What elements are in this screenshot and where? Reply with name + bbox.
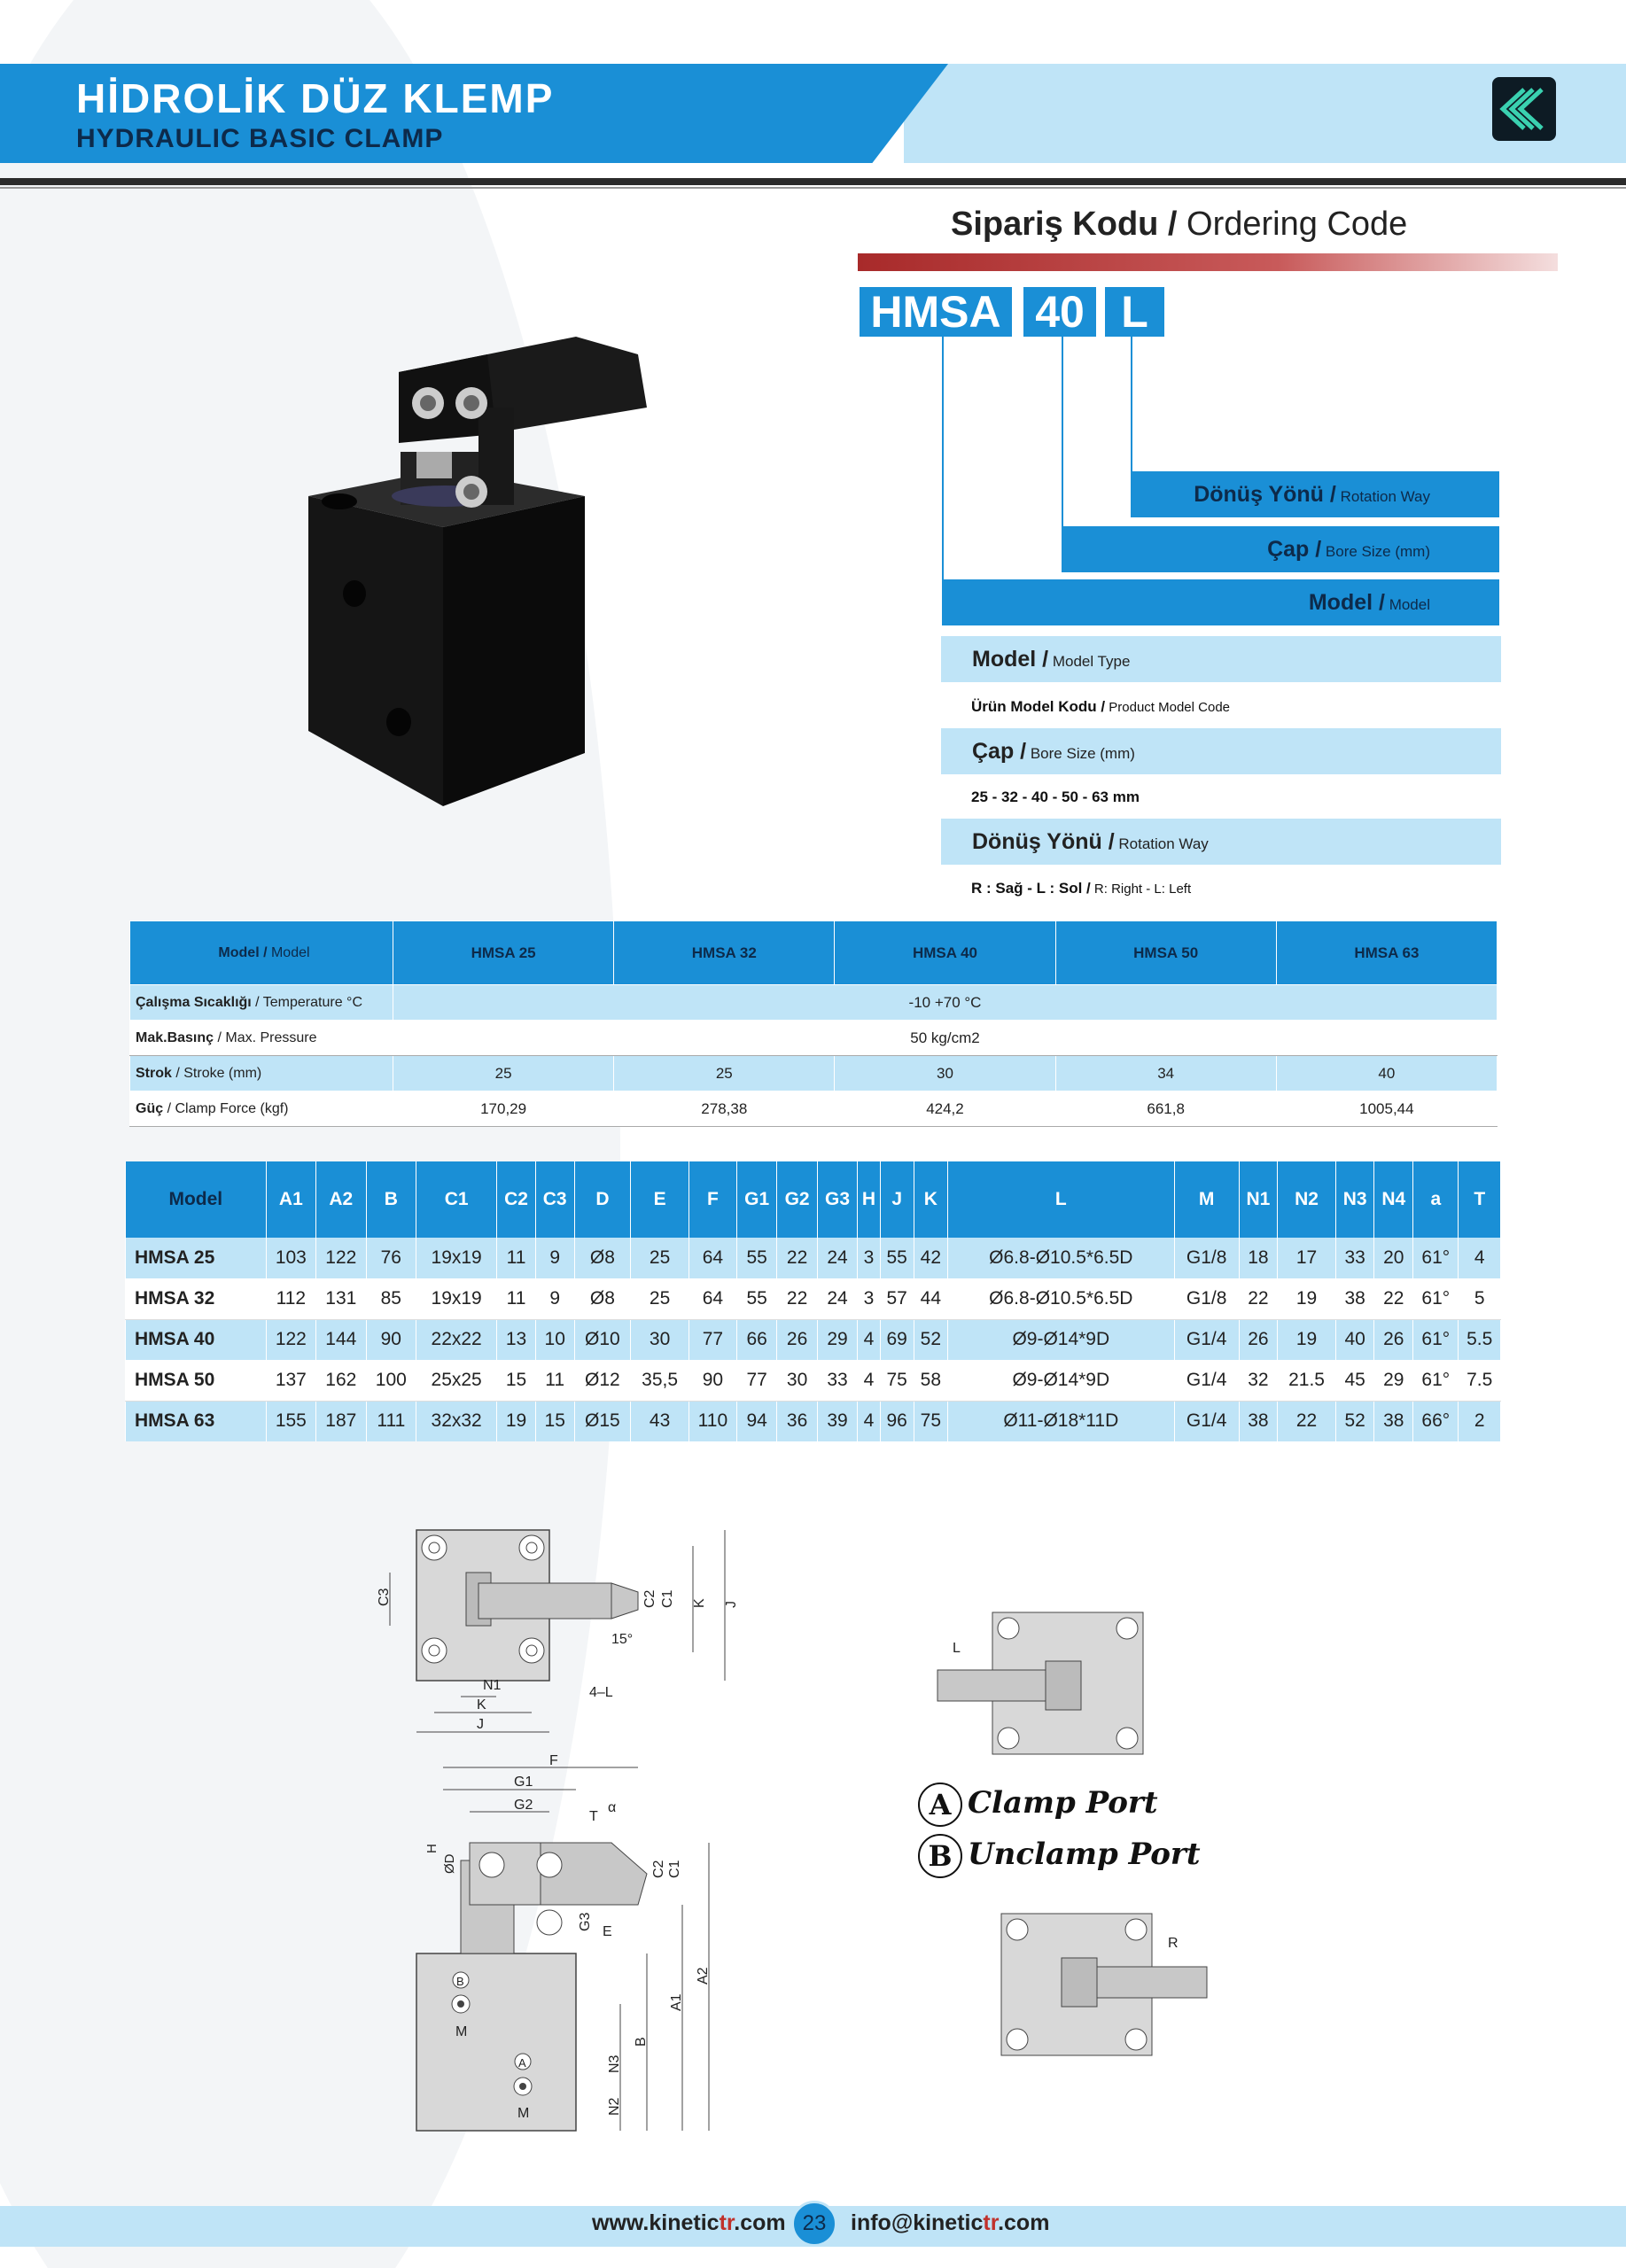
dimensions-cell: 144 xyxy=(316,1319,366,1360)
dim-label: J xyxy=(724,1601,739,1608)
dim-label: K xyxy=(692,1598,707,1608)
dimensions-cell: 187 xyxy=(316,1401,366,1441)
band-model-small: Model xyxy=(1384,596,1430,613)
legend-unclamp-port-text: Unclamp Port xyxy=(968,1837,1201,1872)
dim-label: M xyxy=(517,2106,530,2121)
right-hand-view xyxy=(992,1905,1223,2064)
ordering-code-title xyxy=(951,206,1407,244)
dimensions-cell: 38 xyxy=(1239,1401,1278,1441)
dimensions-cell: 22 xyxy=(1278,1401,1336,1441)
right-view-label: R xyxy=(1168,1936,1179,1951)
code-part-rotation: L xyxy=(1105,287,1164,337)
spec-label-bold: Çalışma Sıcaklığı xyxy=(136,994,252,1010)
dimensions-cell: 52 xyxy=(914,1319,947,1360)
dimensions-cell: 40 xyxy=(1335,1319,1374,1360)
port-b-icon: B xyxy=(918,1834,962,1878)
footer-mail-red: tr xyxy=(983,2210,999,2235)
spec-label xyxy=(130,1091,393,1127)
dimensions-table xyxy=(125,1161,1501,1441)
band-model-bold: Model / xyxy=(1308,590,1385,615)
dimensions-column-header: A1 xyxy=(266,1161,315,1238)
dim-label: K xyxy=(477,1697,486,1713)
dimensions-cell: 19 xyxy=(1278,1319,1336,1360)
dimensions-cell: 36 xyxy=(777,1401,817,1441)
dimensions-row xyxy=(126,1278,1501,1319)
dimensions-cell: 4 xyxy=(858,1319,880,1360)
dimensions-column-header: a xyxy=(1413,1161,1459,1238)
dim-label: ØD xyxy=(442,1853,457,1874)
dimensions-cell: G1/8 xyxy=(1174,1278,1239,1319)
spec-table xyxy=(129,920,1498,1127)
spec-header-model: HMSA 40 xyxy=(835,921,1055,985)
dimensions-column-header: G3 xyxy=(817,1161,857,1238)
dimensions-column-header: B xyxy=(366,1161,416,1238)
dimensions-cell: 90 xyxy=(366,1319,416,1360)
dimensions-cell: 52 xyxy=(1335,1401,1374,1441)
dimensions-column-header: T xyxy=(1459,1161,1501,1238)
port-a-marker: A xyxy=(518,2056,526,2070)
dimensions-cell: 90 xyxy=(689,1360,736,1401)
spec-header-model: HMSA 25 xyxy=(393,921,614,985)
spec-row-pressure xyxy=(130,1021,1498,1056)
dimensions-cell: 64 xyxy=(689,1278,736,1319)
dimensions-cell: Ø6.8-Ø10.5*6.5D xyxy=(947,1238,1174,1278)
dimensions-cell: 29 xyxy=(817,1319,857,1360)
dimensions-column-header: Model xyxy=(126,1161,267,1238)
dimensions-cell: 155 xyxy=(266,1401,315,1441)
legend-rotation xyxy=(941,819,1501,865)
spec-header-label xyxy=(130,921,393,985)
dimensions-cell: Ø8 xyxy=(574,1238,631,1278)
footer-web-post: .com xyxy=(734,2210,786,2235)
dimensions-cell: 22 xyxy=(777,1238,817,1278)
dimensions-column-header: D xyxy=(574,1161,631,1238)
dim-label: C3 xyxy=(377,1588,392,1606)
legend-clamp-port xyxy=(918,1783,1158,1827)
dim-label: M xyxy=(455,2024,468,2039)
dimensions-cell: 131 xyxy=(316,1278,366,1319)
dimensions-cell: 13 xyxy=(497,1319,536,1360)
dimensions-cell: Ø9-Ø14*9D xyxy=(947,1319,1174,1360)
dimensions-cell: 33 xyxy=(817,1360,857,1401)
dimensions-cell: 19x19 xyxy=(416,1278,497,1319)
band-model xyxy=(942,579,1499,625)
dimensions-column-header: N2 xyxy=(1278,1161,1336,1238)
dimensions-cell: 17 xyxy=(1278,1238,1336,1278)
dim-label: T xyxy=(589,1809,598,1824)
dimensions-cell: 26 xyxy=(1239,1319,1278,1360)
dimensions-cell: 24 xyxy=(817,1238,857,1278)
page-title-tr: HİDROLİK DÜZ KLEMP xyxy=(76,75,555,121)
dimensions-cell: Ø6.8-Ø10.5*6.5D xyxy=(947,1278,1174,1319)
ordering-gradient-bar xyxy=(858,253,1558,271)
spec-value: 25 xyxy=(393,1056,614,1091)
spec-value: 170,29 xyxy=(393,1091,614,1127)
dimensions-cell: G1/4 xyxy=(1174,1401,1239,1441)
spec-value: 25 xyxy=(614,1056,835,1091)
dim-label: C2 xyxy=(651,1860,666,1878)
dimensions-row xyxy=(126,1319,1501,1360)
legend-rotation-values xyxy=(971,880,1191,897)
legend-product-code-small: Product Model Code xyxy=(1105,700,1231,715)
dimensions-cell: 7.5 xyxy=(1459,1360,1501,1401)
dimensions-cell: 55 xyxy=(736,1278,776,1319)
dim-label: J xyxy=(477,1717,484,1732)
dimensions-cell: 45 xyxy=(1335,1360,1374,1401)
footer-mail-pre: info@kinetic xyxy=(851,2210,984,2235)
dim-label: C2 xyxy=(642,1589,657,1608)
dimensions-cell: 75 xyxy=(880,1360,914,1401)
dimensions-column-header: H xyxy=(858,1161,880,1238)
dimensions-cell: 15 xyxy=(497,1360,536,1401)
dim-label: G3 xyxy=(578,1912,593,1931)
dimensions-cell: 122 xyxy=(266,1319,315,1360)
port-a-icon: A xyxy=(918,1783,962,1827)
dimensions-cell: 4 xyxy=(1459,1238,1501,1278)
legend-unclamp-port xyxy=(918,1834,1201,1878)
header-rule xyxy=(0,178,1626,185)
legend-bore-bold: Çap / xyxy=(972,739,1027,764)
dimensions-cell: 24 xyxy=(817,1278,857,1319)
legend-bore xyxy=(941,728,1501,774)
legend-product-code xyxy=(971,698,1230,716)
dimensions-cell: 57 xyxy=(880,1278,914,1319)
dimensions-cell: Ø9-Ø14*9D xyxy=(947,1360,1174,1401)
dim-label: A2 xyxy=(696,1967,711,1984)
dimensions-cell: 22 xyxy=(1374,1278,1413,1319)
dimensions-cell: 20 xyxy=(1374,1238,1413,1278)
footer-website-link[interactable] xyxy=(592,2210,786,2236)
dimensions-cell: 76 xyxy=(366,1238,416,1278)
footer-email-link[interactable] xyxy=(851,2210,1049,2236)
ordering-title-bold: Sipariş Kodu / xyxy=(951,206,1178,243)
dim-label: N1 xyxy=(483,1678,502,1693)
band-bore xyxy=(1062,526,1499,572)
spec-value: 1005,44 xyxy=(1276,1091,1497,1127)
spec-label-bold: Strok xyxy=(136,1065,172,1081)
dim-label: 15° xyxy=(611,1632,634,1647)
dimensions-row xyxy=(126,1238,1501,1278)
spec-label-bold: Güç xyxy=(136,1100,164,1116)
spec-label-rest: / Temperature °C xyxy=(251,994,362,1010)
dimensions-cell: 66° xyxy=(1413,1401,1459,1441)
spec-value: 50 kg/cm2 xyxy=(393,1021,1498,1056)
dimensions-model-cell: HMSA 32 xyxy=(126,1278,267,1319)
legend-rotation-values-bold: R : Sağ - L : Sol / xyxy=(971,880,1091,897)
spec-header-model: HMSA 50 xyxy=(1055,921,1276,985)
dimensions-cell: G1/8 xyxy=(1174,1238,1239,1278)
dimensions-column-header: C1 xyxy=(416,1161,497,1238)
dimensions-cell: 61° xyxy=(1413,1319,1459,1360)
code-part-model: HMSA xyxy=(860,287,1012,337)
legend-model-type-bold: Model / xyxy=(972,647,1049,672)
dimensions-column-header: K xyxy=(914,1161,947,1238)
dimensions-column-header: C2 xyxy=(497,1161,536,1238)
band-rotation-small: Rotation Way xyxy=(1335,488,1430,505)
dimensions-cell: G1/4 xyxy=(1174,1360,1239,1401)
header-rule-thin xyxy=(0,187,1626,189)
dimensions-cell: 43 xyxy=(631,1401,689,1441)
dimensions-cell: 19x19 xyxy=(416,1238,497,1278)
connector-bore xyxy=(1062,337,1063,529)
page-title-en: HYDRAULIC BASIC CLAMP xyxy=(76,124,444,153)
dimensions-cell: 2 xyxy=(1459,1401,1501,1441)
spec-row-stroke xyxy=(130,1056,1498,1091)
side-view-drawing xyxy=(399,1754,735,2144)
dimensions-cell: 100 xyxy=(366,1360,416,1401)
spec-value: 30 xyxy=(835,1056,1055,1091)
port-b-marker: B xyxy=(456,1975,464,1988)
band-bore-small: Bore Size (mm) xyxy=(1321,543,1430,560)
dimensions-column-header: G1 xyxy=(736,1161,776,1238)
dimensions-column-header: N3 xyxy=(1335,1161,1374,1238)
dimensions-cell: 26 xyxy=(1374,1319,1413,1360)
dimensions-cell: 112 xyxy=(266,1278,315,1319)
dimensions-cell: Ø12 xyxy=(574,1360,631,1401)
dimensions-cell: 18 xyxy=(1239,1238,1278,1278)
dimensions-cell: 75 xyxy=(914,1401,947,1441)
dimensions-row xyxy=(126,1401,1501,1441)
spec-label xyxy=(130,1056,393,1091)
dimensions-cell: 103 xyxy=(266,1238,315,1278)
spec-header-model: HMSA 63 xyxy=(1276,921,1497,985)
legend-rotation-bold: Dönüş Yönü / xyxy=(972,829,1115,854)
dimensions-cell: 42 xyxy=(914,1238,947,1278)
dimensions-model-cell: HMSA 50 xyxy=(126,1360,267,1401)
legend-model-type xyxy=(941,636,1501,682)
dimensions-cell: 122 xyxy=(316,1238,366,1278)
spec-label-rest: / Clamp Force (kgf) xyxy=(163,1100,289,1116)
dimensions-cell: 4 xyxy=(858,1360,880,1401)
dimensions-row xyxy=(126,1360,1501,1401)
spec-label xyxy=(130,985,393,1021)
dim-label: B xyxy=(634,2037,649,2047)
legend-rotation-values-rest: R: Right - L: Left xyxy=(1090,882,1192,897)
legend-model-type-small: Model Type xyxy=(1048,653,1131,670)
dimensions-cell: 44 xyxy=(914,1278,947,1319)
dimensions-cell: 162 xyxy=(316,1360,366,1401)
dimensions-cell: 10 xyxy=(535,1319,574,1360)
dim-label: C1 xyxy=(667,1860,682,1878)
band-bore-bold: Çap / xyxy=(1267,537,1322,562)
page-number: 23 xyxy=(791,2201,837,2247)
dim-label: N3 xyxy=(607,2054,622,2073)
dimensions-cell: 61° xyxy=(1413,1238,1459,1278)
dimensions-cell: 85 xyxy=(366,1278,416,1319)
dimensions-cell: 137 xyxy=(266,1360,315,1401)
dimensions-cell: 11 xyxy=(497,1278,536,1319)
spec-value: 278,38 xyxy=(614,1091,835,1127)
connector-model xyxy=(942,337,944,582)
footer-web-red: tr xyxy=(719,2210,735,2235)
dimensions-cell: Ø15 xyxy=(574,1401,631,1441)
dimensions-cell: 15 xyxy=(535,1401,574,1441)
dimensions-cell: 111 xyxy=(366,1401,416,1441)
dimensions-column-header: G2 xyxy=(777,1161,817,1238)
dimensions-cell: 32 xyxy=(1239,1360,1278,1401)
dimensions-cell: 64 xyxy=(689,1238,736,1278)
top-view-drawing xyxy=(372,1519,762,1741)
legend-rotation-small: Rotation Way xyxy=(1114,835,1209,852)
dimensions-cell: 77 xyxy=(736,1360,776,1401)
dimensions-cell: 55 xyxy=(880,1238,914,1278)
dimensions-cell: 110 xyxy=(689,1401,736,1441)
dimensions-cell: 38 xyxy=(1335,1278,1374,1319)
dimensions-cell: 11 xyxy=(535,1360,574,1401)
dimensions-cell: 25x25 xyxy=(416,1360,497,1401)
legend-clamp-port-text: Clamp Port xyxy=(968,1785,1158,1821)
dim-label: E xyxy=(603,1924,612,1939)
legend-bore-small: Bore Size (mm) xyxy=(1026,745,1135,762)
product-photo xyxy=(301,337,656,815)
footer-web-pre: www.kinetic xyxy=(592,2210,720,2235)
dimensions-cell: 69 xyxy=(880,1319,914,1360)
dimensions-cell: 9 xyxy=(535,1238,574,1278)
dimensions-cell: 30 xyxy=(631,1319,689,1360)
dim-label: H xyxy=(424,1844,440,1853)
dimensions-cell: 5.5 xyxy=(1459,1319,1501,1360)
dimensions-column-header: N4 xyxy=(1374,1161,1413,1238)
dimensions-cell: 55 xyxy=(736,1238,776,1278)
dim-label: A1 xyxy=(669,1993,684,2011)
spec-row-temperature xyxy=(130,985,1498,1021)
dim-label: C1 xyxy=(660,1589,675,1608)
dimensions-column-header: J xyxy=(880,1161,914,1238)
dimensions-cell: Ø8 xyxy=(574,1278,631,1319)
dimensions-cell: 5 xyxy=(1459,1278,1501,1319)
dim-label: G1 xyxy=(514,1775,533,1790)
dimensions-column-header: A2 xyxy=(316,1161,366,1238)
dimensions-cell: 61° xyxy=(1413,1278,1459,1319)
legend-bore-values: 25 - 32 - 40 - 50 - 63 mm xyxy=(971,788,1140,805)
spec-value: 424,2 xyxy=(835,1091,1055,1127)
dimensions-cell: 96 xyxy=(880,1401,914,1441)
spec-header-label-bold: Model / xyxy=(218,944,268,960)
dim-label: G2 xyxy=(514,1798,533,1813)
dimensions-column-header: L xyxy=(947,1161,1174,1238)
dimensions-cell: Ø10 xyxy=(574,1319,631,1360)
dimensions-cell: 35,5 xyxy=(631,1360,689,1401)
dimensions-cell: 25 xyxy=(631,1278,689,1319)
dim-label: F xyxy=(549,1754,558,1768)
legend-product-code-bold: Ürün Model Kodu / xyxy=(971,698,1106,715)
dimensions-cell: 33 xyxy=(1335,1238,1374,1278)
dimensions-cell: 94 xyxy=(736,1401,776,1441)
dimensions-cell: 66 xyxy=(736,1319,776,1360)
footer-mail-post: .com xyxy=(998,2210,1050,2235)
left-view-label: L xyxy=(953,1641,961,1656)
dimensions-cell: 58 xyxy=(914,1360,947,1401)
dimensions-cell: 25 xyxy=(631,1238,689,1278)
spec-label-rest: / Max. Pressure xyxy=(214,1029,317,1045)
ordering-title-rest: Ordering Code xyxy=(1177,206,1408,243)
brand-logo-icon xyxy=(1492,77,1556,141)
dimensions-cell: 61° xyxy=(1413,1360,1459,1401)
dim-label: 4–L xyxy=(589,1685,613,1700)
dimensions-cell: 9 xyxy=(535,1278,574,1319)
spec-header-row xyxy=(130,921,1498,985)
dimensions-column-header: N1 xyxy=(1239,1161,1278,1238)
dim-label: N2 xyxy=(607,2097,622,2116)
spec-value: 40 xyxy=(1276,1056,1497,1091)
dimensions-cell: Ø11-Ø18*11D xyxy=(947,1401,1174,1441)
spec-value: 661,8 xyxy=(1055,1091,1276,1127)
dimensions-cell: 19 xyxy=(1278,1278,1336,1319)
dimensions-cell: 4 xyxy=(858,1401,880,1441)
dimensions-column-header: M xyxy=(1174,1161,1239,1238)
dimensions-cell: 38 xyxy=(1374,1401,1413,1441)
dimensions-cell: 3 xyxy=(858,1238,880,1278)
dimensions-cell: 21.5 xyxy=(1278,1360,1336,1401)
dimensions-header-row xyxy=(126,1161,1501,1238)
spec-value: 34 xyxy=(1055,1056,1276,1091)
spec-label xyxy=(130,1021,393,1056)
dimensions-cell: 3 xyxy=(858,1278,880,1319)
band-rotation-bold: Dönüş Yönü / xyxy=(1194,482,1336,507)
dimensions-cell: 11 xyxy=(497,1238,536,1278)
spec-label-bold: Mak.Basınç xyxy=(136,1029,214,1045)
dimensions-cell: 22 xyxy=(1239,1278,1278,1319)
spec-header-model: HMSA 32 xyxy=(614,921,835,985)
dimensions-cell: 22 xyxy=(777,1278,817,1319)
spec-row-force xyxy=(130,1091,1498,1127)
dimensions-cell: 19 xyxy=(497,1401,536,1441)
dimensions-cell: 77 xyxy=(689,1319,736,1360)
dimensions-column-header: E xyxy=(631,1161,689,1238)
dimensions-column-header: C3 xyxy=(535,1161,574,1238)
dimensions-cell: 32x32 xyxy=(416,1401,497,1441)
dimensions-cell: G1/4 xyxy=(1174,1319,1239,1360)
dimensions-model-cell: HMSA 40 xyxy=(126,1319,267,1360)
spec-header-label-rest: Model xyxy=(267,944,310,960)
dimensions-column-header: F xyxy=(689,1161,736,1238)
dimensions-cell: 39 xyxy=(817,1401,857,1441)
dimensions-cell: 26 xyxy=(777,1319,817,1360)
connector-rotation xyxy=(1131,337,1132,474)
band-rotation xyxy=(1131,471,1499,517)
dimensions-cell: 22x22 xyxy=(416,1319,497,1360)
dimensions-cell: 30 xyxy=(777,1360,817,1401)
code-part-bore: 40 xyxy=(1023,287,1096,337)
dim-label: α xyxy=(608,1800,617,1815)
dimensions-cell: 29 xyxy=(1374,1360,1413,1401)
dimensions-model-cell: HMSA 25 xyxy=(126,1238,267,1278)
spec-label-rest: / Stroke (mm) xyxy=(171,1065,262,1081)
dimensions-model-cell: HMSA 63 xyxy=(126,1401,267,1441)
spec-value: -10 +70 °C xyxy=(393,985,1498,1021)
left-hand-view xyxy=(922,1604,1152,1763)
